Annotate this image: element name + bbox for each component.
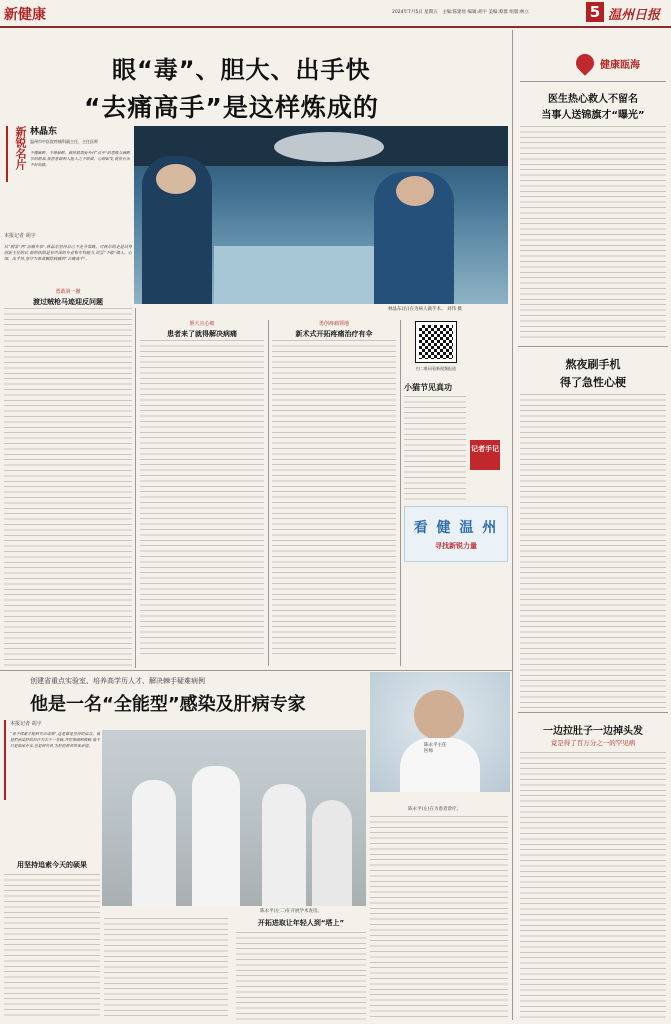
- doctor-label: 陈永平主任医师: [424, 743, 447, 754]
- lead-col1-text: [4, 308, 132, 666]
- profile-box: [30, 124, 130, 232]
- doctor-portrait: [370, 672, 510, 792]
- second-sub1: [4, 860, 100, 870]
- story2-text: [520, 394, 666, 708]
- promo-slogan: 寻找新锐力量: [435, 542, 477, 550]
- health-column-logo: [520, 50, 666, 82]
- story2-title-line1: 熬夜刷手机: [565, 358, 621, 371]
- health-column-logo-text: 健康瓯海: [600, 60, 640, 71]
- subsection-3-kicker: 勇创疼痛领地: [318, 321, 349, 327]
- lead-title-line2: “去痛高手”是这样炼成的: [84, 93, 379, 122]
- masthead-section: 新健康: [4, 7, 46, 23]
- ward-rounds-photo: [102, 730, 366, 906]
- lead-intro: 从“脱掌”到“治痛专家”,林晶东坚持自己不走寻常路。可林东的走是试身创新主任的后,他的执照是有资深的专业和专科能力,说要“不敢”做人、心细、出手快,坚守为患者解除病痛的“去痛高手”。: [4, 244, 132, 261]
- page-number: 5: [586, 2, 604, 22]
- second-sub2-title: 开拓进取让年轻人到“塔上”: [257, 919, 345, 927]
- subsection-1-title: 渡过贼枪马迹迎反问题: [33, 298, 103, 306]
- lead-title-line1: 眼“毒”、胆大、出手快: [112, 56, 371, 84]
- column-label-text: 新锐名片: [14, 126, 27, 170]
- qr-code[interactable]: [416, 322, 456, 362]
- second-quote: “勇于探索才能研究出成果”,这是都是坚持的信念。他是把感染肝病科作为实干一条路,并把事做到极致:他不只是临床专家,也是研究者,为肝病患者带来希望。: [10, 731, 100, 748]
- second-col4-text: [370, 816, 508, 1020]
- second-title: 他是一名“全能型”感染及肝病专家: [30, 694, 306, 715]
- masthead-rule: [0, 26, 671, 28]
- lead-photo: [134, 126, 508, 304]
- paper-name: 温州日报: [608, 8, 661, 23]
- sidebar-box-title: 小猫节见真功: [404, 383, 452, 392]
- story1-text: [520, 126, 666, 342]
- story3-text: [520, 752, 666, 1020]
- story3-title-line2: 竟是得了百万分之一的罕见病: [550, 739, 636, 747]
- subsection-2: [140, 320, 264, 339]
- second-col1-text: [4, 874, 100, 1020]
- sidebar-box-label: [470, 440, 500, 470]
- lead-byline: 本报记者 胡宇: [4, 233, 36, 239]
- photo-caption-2: 陈永平(左)在为患者诊疗。: [408, 807, 462, 812]
- subsection-3-title: 新术式开拓疼痛治疗有伞: [295, 330, 373, 338]
- second-col2-text: [104, 918, 228, 1020]
- second-sub1-title: 用坚持追索今天的硕果: [17, 861, 87, 869]
- masthead-editors: 主编:陈建瑶 编辑:胡宇 美编:蔡群 组版:林立: [442, 10, 529, 15]
- promo-banner: [404, 506, 508, 562]
- story2-title-line2: 得了急性心梗: [560, 376, 626, 389]
- lead-col3-text: [272, 340, 396, 658]
- second-byline: 本报记者 胡宇: [10, 721, 42, 727]
- promo-text: 看 健 温 州: [413, 520, 499, 536]
- lead-col2-text: [140, 340, 264, 658]
- sidebar-box-text: [404, 396, 466, 500]
- masthead-dateline: 2024年7月5日 星期五: [392, 10, 438, 15]
- lead-photo-caption: 林晶东(右)在为病人做手术。 刘伟 摄: [388, 307, 462, 312]
- story3-title-line1: 一边拉肚子一边掉头发: [543, 726, 643, 737]
- profile-quote: 不懂麻醉、不想麻醉。做疼痛需要外科“动手”的思维与麻醉学的精准,我愿意做到人能人之不敢做、心细如发,就没有治不好的痛。: [30, 150, 130, 168]
- second-kicker: 创建省重点实验室、培养高学历人才、解决棘手疑难病例: [30, 677, 205, 685]
- subsection-1: [4, 288, 132, 307]
- profile-title: 温州市中医院疼痛科副主任、主任医师: [30, 139, 98, 144]
- subsection-2-title: 患者来了就得解决病痛: [167, 330, 237, 338]
- column-label: [6, 126, 26, 182]
- second-sub2: [236, 918, 366, 928]
- sidebar-box-label-text: 记者手记: [471, 445, 499, 453]
- photo-caption-1: 陈永平(左二)在开展学术查房。: [260, 909, 323, 914]
- qr-caption: 扫二维码看新视频报道: [416, 366, 456, 371]
- profile-name: 林晶东: [30, 127, 58, 137]
- second-col3-text: [236, 932, 366, 1020]
- second-byline-box: [4, 720, 100, 800]
- story1-title-line1: 医生热心救人不留名: [548, 94, 638, 105]
- subsection-3: [272, 320, 396, 339]
- heart-icon: [572, 50, 597, 75]
- subsection-1-kicker: 勇敢第一撤: [55, 289, 81, 295]
- subsection-2-kicker: 胆大且心细: [189, 321, 215, 327]
- story1-title-line2: 当事人送锦旗才“曝光”: [541, 110, 645, 121]
